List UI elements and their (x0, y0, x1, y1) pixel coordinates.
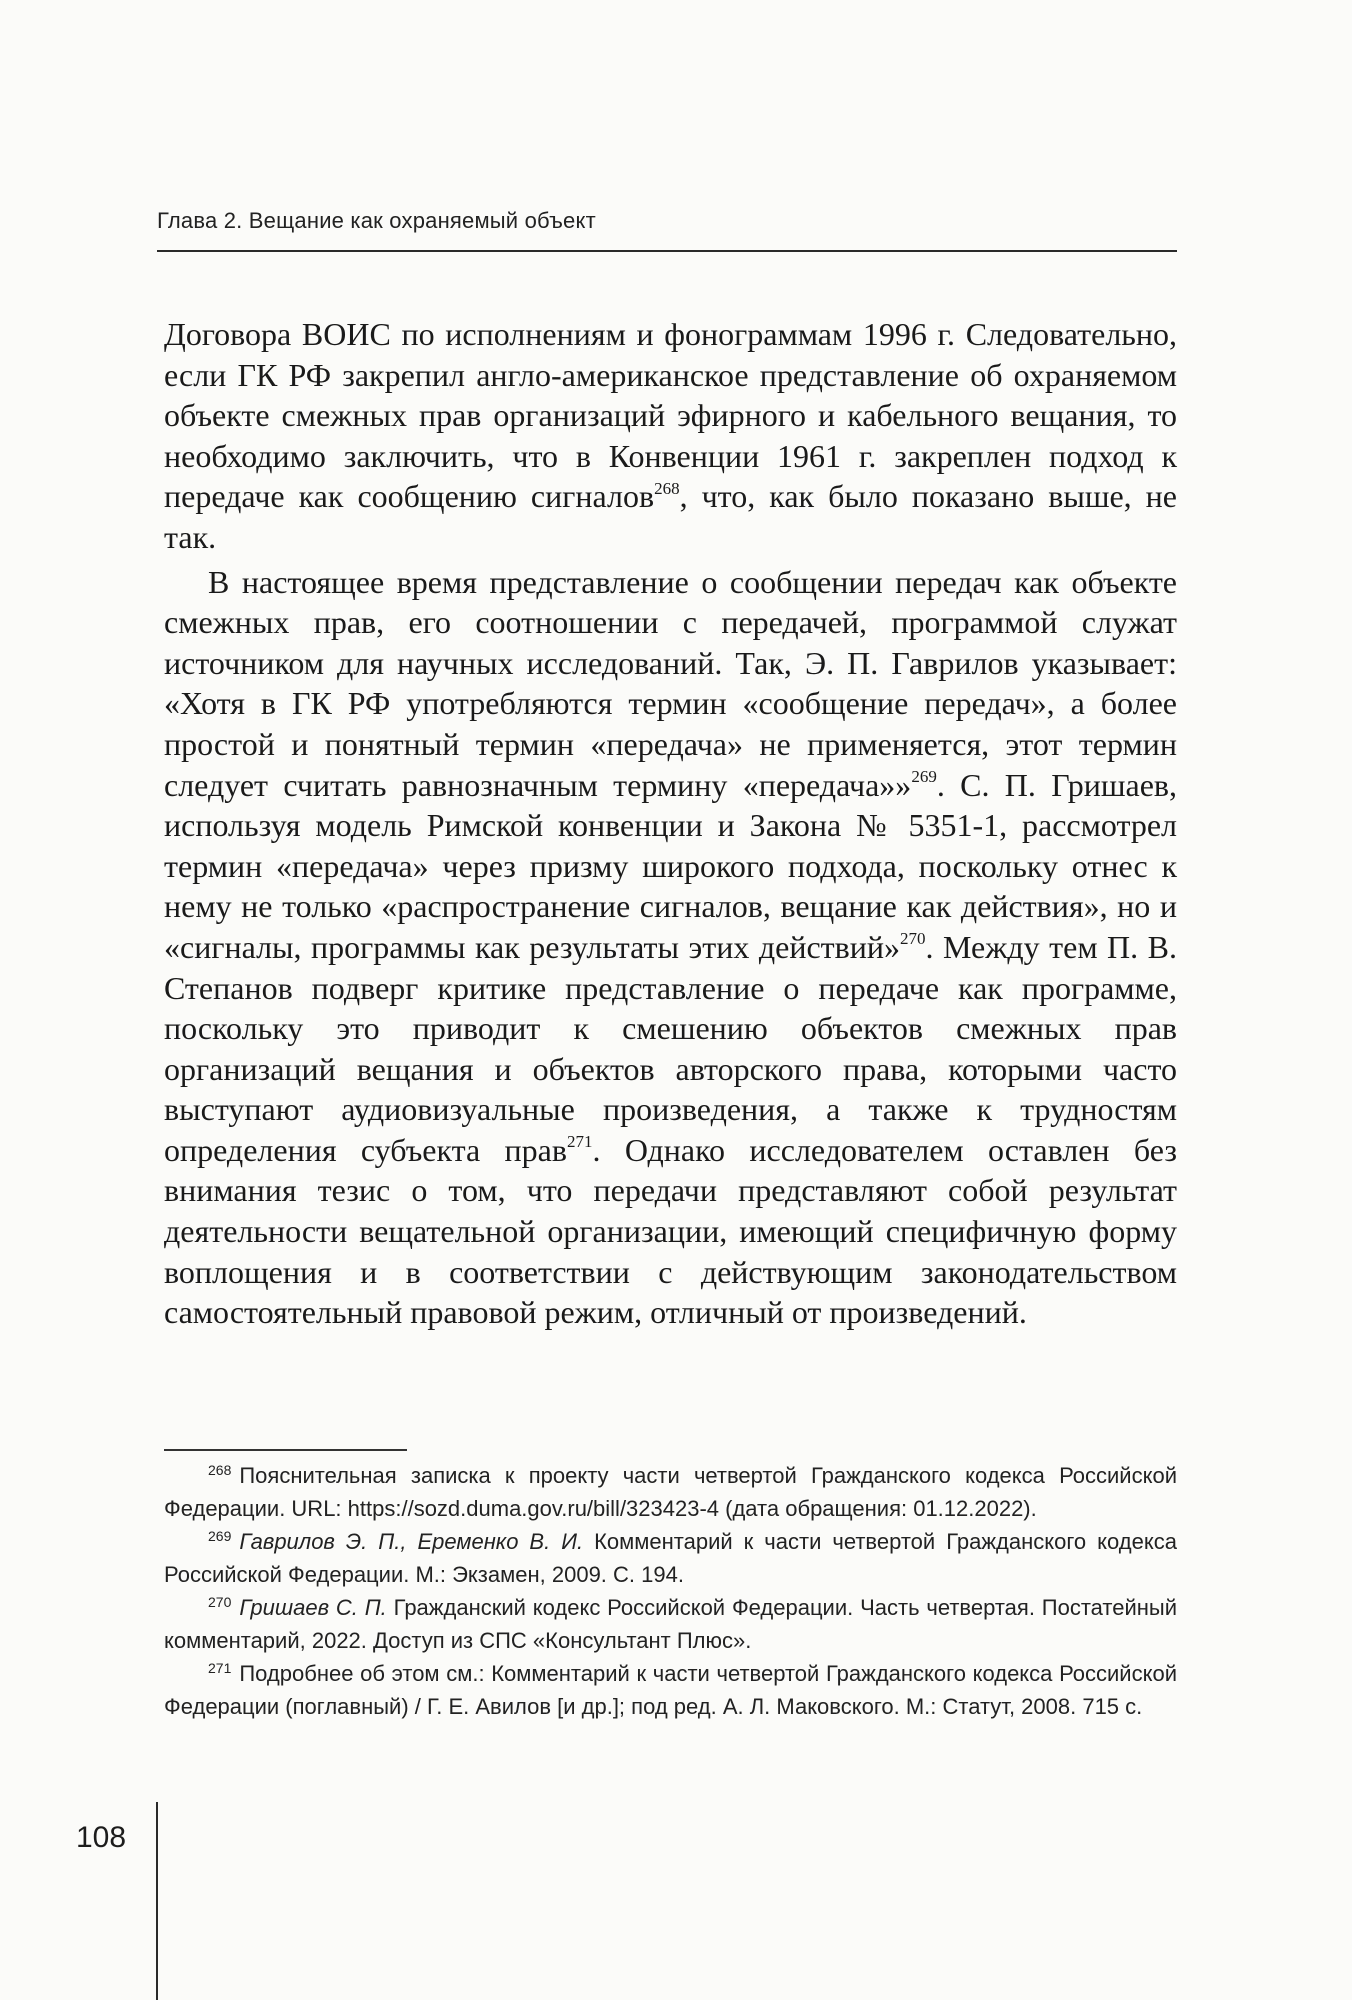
paragraph-2-text-b: . С. П. Гришаев, используя модель Римской конвенции и Закона № 5351-1, рассмотрел термин «передача» через призму широкого подхода, поскольку отнес к нему не только «распространение сигналов, вещание как действия», но и «сигналы, программы как результаты этих действий» (164, 766, 1178, 965)
paragraph-2 (164, 562, 1177, 1333)
footnote-268 (164, 1459, 1177, 1525)
paragraph-2-text-c: . Между тем П. В. Степанов подверг критике представление о передаче как программе, поскольку это приводит к смешению объектов смежных прав организаций вещания и объектов авторского права, которыми часто выступают аудиовизуальные произведения, а также к трудностям определения субъекта прав (164, 928, 1178, 1168)
footnote-text: Гражданский кодекс Российской Федерации. Часть четвертая. Постатейный комментарий, 2022. Доступ из СПС «Консультант Плюс». (164, 1595, 1178, 1653)
footnote-ref-270[interactable]: 270 (900, 929, 926, 949)
main-text (164, 314, 1177, 1333)
page-margin-rule (156, 1802, 158, 2000)
footnote-number: 269 (208, 1527, 232, 1544)
paragraph-1 (164, 314, 1177, 558)
footnote-number: 271 (208, 1659, 232, 1676)
footnote-270 (164, 1591, 1177, 1657)
footnote-text: Подробнее об этом см.: Комментарий к части четвертой Гражданского кодекса Российской Федерации (поглавный) / Г. Е. Авилов [и др.]; под ред. А. Л. Маковского. М.: Статут, 2008. 715 с. (164, 1661, 1177, 1719)
footnote-ref-268[interactable]: 268 (654, 478, 680, 498)
paragraph-1-text-a: Договора ВОИС по исполнениям и фонограммам 1996 г. Следовательно, если ГК РФ закрепил англо-американское представление об охраняемом объекте смежных прав организаций эфирного и кабельного вещания, то необходимо заключить, что в Конвенции 1961 г. закреплен подход к передаче как сообщению сигналов (164, 316, 1177, 515)
paragraph-2-text-d: . Однако исследователем оставлен без внимания тезис о том, что передачи представляют собой результат деятельности вещательной организации, имеющий специфичную форму воплощения и в соответствии с действующим законодательством самостоятельный правовой режим, отличный от произведений. (164, 1131, 1178, 1331)
footnote-number: 270 (208, 1593, 232, 1610)
footnote-269 (164, 1525, 1177, 1591)
footnote-text: Пояснительная записка к проекту части четвертой Гражданского кодекса Российской Федерации. URL: https://sozd.duma.gov.ru/bill/323423-4 (дата обращения: 01.12.2022). (164, 1463, 1177, 1521)
paragraph-2-text-a: В настоящее время представление о сообщении передач как объекте смежных прав, его соотношении с передачей, программой служат источником для научных исследований. Так, Э. П. Гаврилов указывает: «Хотя в ГК РФ употребляются термин «сообщение передач», а более простой и понятный термин «передача» не применяется, этот термин следует считать равнозначным термину «передача»» (164, 563, 1177, 803)
footnotes (164, 1459, 1177, 1723)
page-number: 108 (76, 1821, 127, 1854)
footnote-text: Комментарий к части четвертой Гражданского кодекса Российской Федерации. М.: Экзамен, 2009. С. 194. (164, 1529, 1177, 1587)
footnote-author: Гаврилов Э. П., Еременко В. И. (239, 1529, 584, 1554)
paragraph-1-text-b: , что, как было показано выше, не так. (164, 478, 1178, 555)
running-head: Глава 2. Вещание как охраняемый объект (157, 208, 596, 233)
footnote-ref-271[interactable]: 271 (566, 1132, 593, 1152)
footnote-divider (164, 1449, 407, 1451)
footnote-number: 268 (208, 1461, 232, 1478)
header-divider (157, 250, 1177, 252)
footnote-author: Гришаев С. П. (239, 1595, 387, 1620)
footnote-271 (164, 1657, 1177, 1723)
footnote-ref-269[interactable]: 269 (911, 766, 937, 786)
